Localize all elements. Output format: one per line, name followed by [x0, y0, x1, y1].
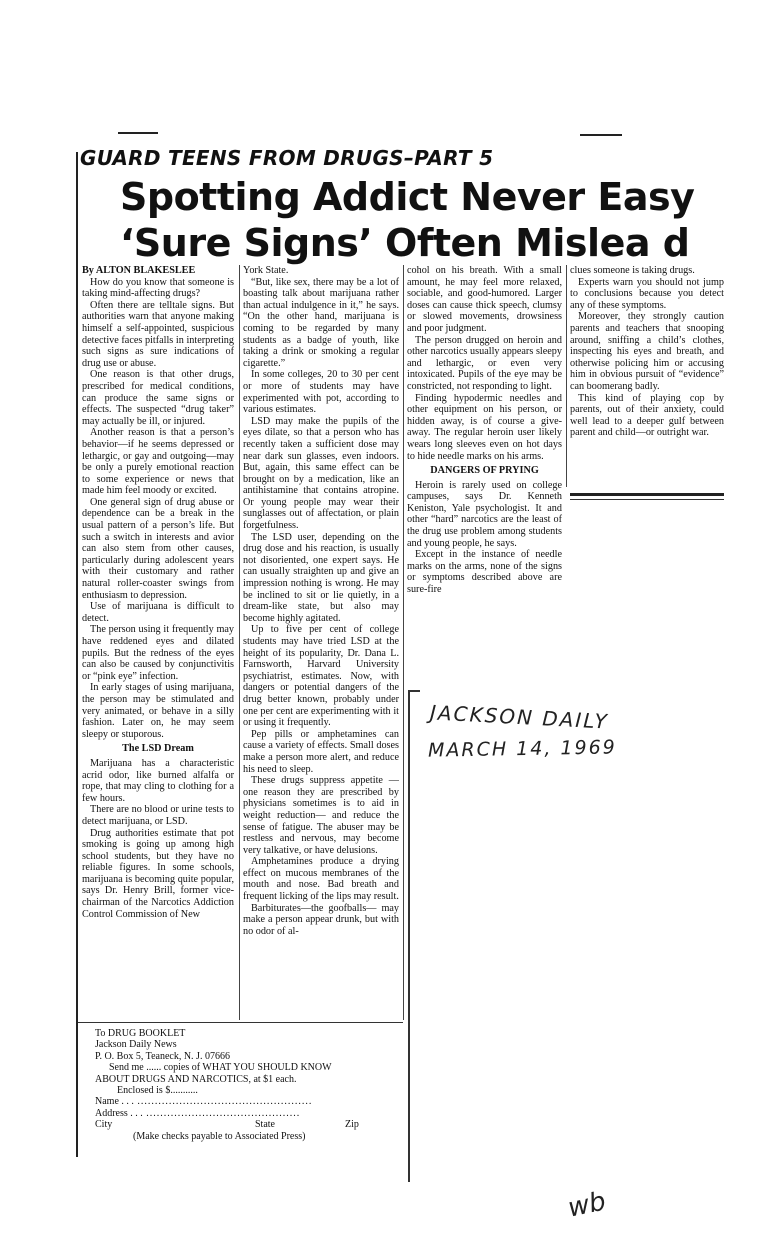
top-right-rule	[580, 134, 622, 136]
paragraph: Often there are telltale signs. But authorities warn that anyone making himself a self-appointed, suspicious detective faces pitfalls in interpreting such signs as sure indications of drug use or abuse.	[82, 299, 234, 369]
paragraph: Finding hypodermic needles and other equipment on his person, or hidden away, is of course a give-away. The regular heroin user likely wears long sleeves even on hot days to hide needle marks on his arms.	[407, 392, 562, 462]
paragraph: These drugs suppress appetite —one reason they are prescribed by physicians sometimes is to aid in weight reduction— and reduce the sense of fatigue. The abuser may be restless and nervous, may become very talkative, or have delusions.	[243, 775, 399, 856]
paragraph: “But, like sex, there may be a lot of boasting talk about marijuana rather than actual indulgence in it,” he says. “On the other hand, marijuana is coming to be regarded by many students as a badge of youth, like taking a drink or smoking a regular cigarette.”	[243, 276, 399, 369]
column-rule-2	[403, 265, 404, 1020]
paragraph: Amphetamines produce a drying effect on mucous membranes of the mouth and nose. Bad breath and frequent licking of the lips may result.	[243, 856, 399, 903]
paragraph: Up to five per cent of college students may have tried LSD at the height of its popularity, Dr. Dana L. Farnsworth, Harvard University psychiatrist, estimates. Now, with dangers or potential dangers of the drug better known, probably under one per cent are experimenting with it or using it frequently.	[243, 624, 399, 729]
paragraph: clues someone is taking drugs.	[570, 265, 695, 276]
paragraph: How do you know that someone is taking mind-affecting drugs?	[82, 276, 234, 300]
handwritten-initials: wb	[565, 1186, 609, 1224]
paragraph: Drug authorities estimate that pot smoking is going up among high school students, but they have no reliable figures. In some schools, marijuana is becoming quite popular, says Dr. Henry Brill, former vice-chairman of the Narcotics Addiction Control Commission of New	[82, 827, 234, 920]
paragraph: In some colleges, 20 to 30 per cent or more of students may have experimented with pot, according to various estimates.	[243, 369, 399, 416]
coupon-name-label: Name . . .	[95, 1096, 134, 1108]
coupon-address-label: Address . . .	[95, 1107, 143, 1119]
column-rule-3	[566, 265, 567, 487]
paragraph: York State.	[243, 265, 289, 276]
column-rule-1	[239, 265, 240, 1020]
paragraph: Marijuana has a characteristic acrid odor, like burned alfalfa or rope, that may cling to clothing for a few hours.	[82, 757, 234, 804]
coupon-line: ABOUT DRUGS AND NARCOTICS, at $1 each.	[95, 1073, 297, 1085]
paragraph: Use of marijuana is difficult to detect.	[82, 601, 234, 624]
paragraph: Pep pills or amphetamines can cause a variety of effects. Small doses make a person more alert, and reduce his need to sleep.	[243, 728, 399, 775]
coupon-note: (Make checks payable to Associated Press)	[133, 1130, 306, 1142]
paragraph: This kind of playing cop by parents, out of their anxiety, could well lead to a deeper gulf between parent and child—or outright war.	[570, 392, 724, 439]
coupon-city-label: City	[95, 1119, 113, 1131]
handwritten-paper-name: JACKSON DAILY	[429, 700, 610, 734]
paragraph: Heroin is rarely used on college campuses, says Dr. Kenneth Keniston, Yale psychologist. It and other “hard” narcotics are the least of the drug use problem among students and young people, he says.	[407, 479, 562, 549]
article-column-3	[407, 265, 562, 596]
order-coupon	[95, 1028, 400, 1142]
annotation-bracket	[408, 690, 410, 1182]
paragraph: Except in the instance of needle marks on the arms, none of the signs or symptoms described above are sure-fire	[407, 549, 562, 596]
paragraph: One general sign of drug abuse or dependence can be a break in the usual pattern of a person’s life. But such a switch in interests and avior can also stem from other causes, particularly during adolescent years with their customary and rather natural roller-coaster swings from enthusiasm to depression.	[82, 496, 234, 601]
left-margin-rule	[76, 152, 78, 1157]
coupon-top-rule	[78, 1022, 403, 1023]
coupon-name-field: Name . . . ..................................................	[95, 1096, 313, 1108]
article-column-2	[243, 265, 399, 937]
coupon-line: Jackson Daily News	[95, 1039, 177, 1051]
annotation-bracket-top	[408, 690, 420, 692]
kicker: GUARD TEENS FROM DRUGS–PART 5	[80, 146, 494, 170]
top-left-rule	[118, 132, 158, 134]
end-rule-thin	[570, 499, 724, 500]
byline: By ALTON BLAKESLEE	[82, 265, 196, 276]
paragraph: There are no blood or urine tests to detect marijuana, or LSD.	[82, 804, 234, 827]
paragraph: One reason is that other drugs, prescribed for medical conditions, can produce the same signs or effects. The suspected “drug taker” may actually be ill, or injured.	[82, 369, 234, 427]
article-column-1	[82, 265, 234, 920]
paragraph: cohol on his breath. With a small amount, he may feel more relaxed, sociable, and good-humored. Larger doses can cause thick speech, clumsy or slowed movements, drowsiness and poor judgment.	[407, 265, 562, 334]
coupon-state-label: State	[255, 1119, 275, 1131]
paragraph: Experts warn you should not jump to conclusions because you detect any of these symptoms.	[570, 276, 724, 311]
subhead-dangers-of-prying: DANGERS OF PRYING	[430, 465, 539, 477]
coupon-line: To DRUG BOOKLET	[95, 1028, 186, 1039]
article-column-4	[570, 265, 724, 439]
coupon-line: Enclosed is $...........	[117, 1085, 198, 1097]
paragraph: Another reason is that a person’s behavior—if he seems depressed or lethargic, or gay and outgoing—may be only a purely emotional reaction to some experience or news that made him feel moody or excited.	[82, 427, 234, 497]
coupon-line: Send me ...... copies of WHAT YOU SHOULD KNOW	[109, 1062, 332, 1074]
paragraph: In early stages of using marijuana, the person may be stimulated and very animated, or behave in a silly fashion. Later on, he may seem sleepy or stuporous.	[82, 682, 234, 740]
paragraph: Moreover, they strongly caution parents and teachers that snooping around, sniffing a child’s clothes, inspecting his eyes and breath, and otherwise policing him or accusing him in obvious pursuit of “evidence” can boomerang badly.	[570, 311, 724, 392]
paragraph: Barbiturates—the goofballs— may make a person appear drunk, but with no odor of al-	[243, 902, 399, 937]
coupon-address-field: Address . . . ............................................	[95, 1107, 301, 1119]
coupon-zip-label: Zip	[345, 1119, 359, 1131]
handwritten-date: MARCH 14, 1969	[427, 736, 617, 762]
paragraph: The LSD user, depending on the drug dose and his reaction, is usually not disoriented, one expert says. He can usually straighten up and give an impression nothing is wrong. He may be inclined to sit or lie quietly, in a dream-like state, but also may become highly agitated.	[243, 531, 399, 624]
coupon-line: P. O. Box 5, Teaneck, N. J. 07666	[95, 1050, 230, 1062]
coupon-city-field	[95, 1119, 400, 1130]
paragraph: The person using it frequently may have reddened eyes and dilated pupils. But the redness of the eyes can also be caused by conjunctivitis or “pink eye” infection.	[82, 624, 234, 682]
subhead-lsd-dream: The LSD Dream	[122, 743, 194, 755]
headline-line-2: ‘Sure Signs’ Often Mislea d	[120, 221, 690, 265]
end-rule	[570, 493, 724, 496]
paragraph: LSD may make the pupils of the eyes dilate, so that a person who has recently taken a sufficient dose may near dark sun glasses, even indoors. But, again, this same effect can be brought on by a medication, like an antihistamine that contains atropine. Or young people may wear their sunglasses out of affectation, or plain forgetfulness.	[243, 415, 399, 532]
paragraph: The person drugged on heroin and other narcotics usually appears sleepy and lethargic, or even very intoxicated. Pupils of the eye may be constricted, not responding to light.	[407, 334, 562, 392]
headline-line-1: Spotting Addict Never Easy	[120, 175, 695, 219]
